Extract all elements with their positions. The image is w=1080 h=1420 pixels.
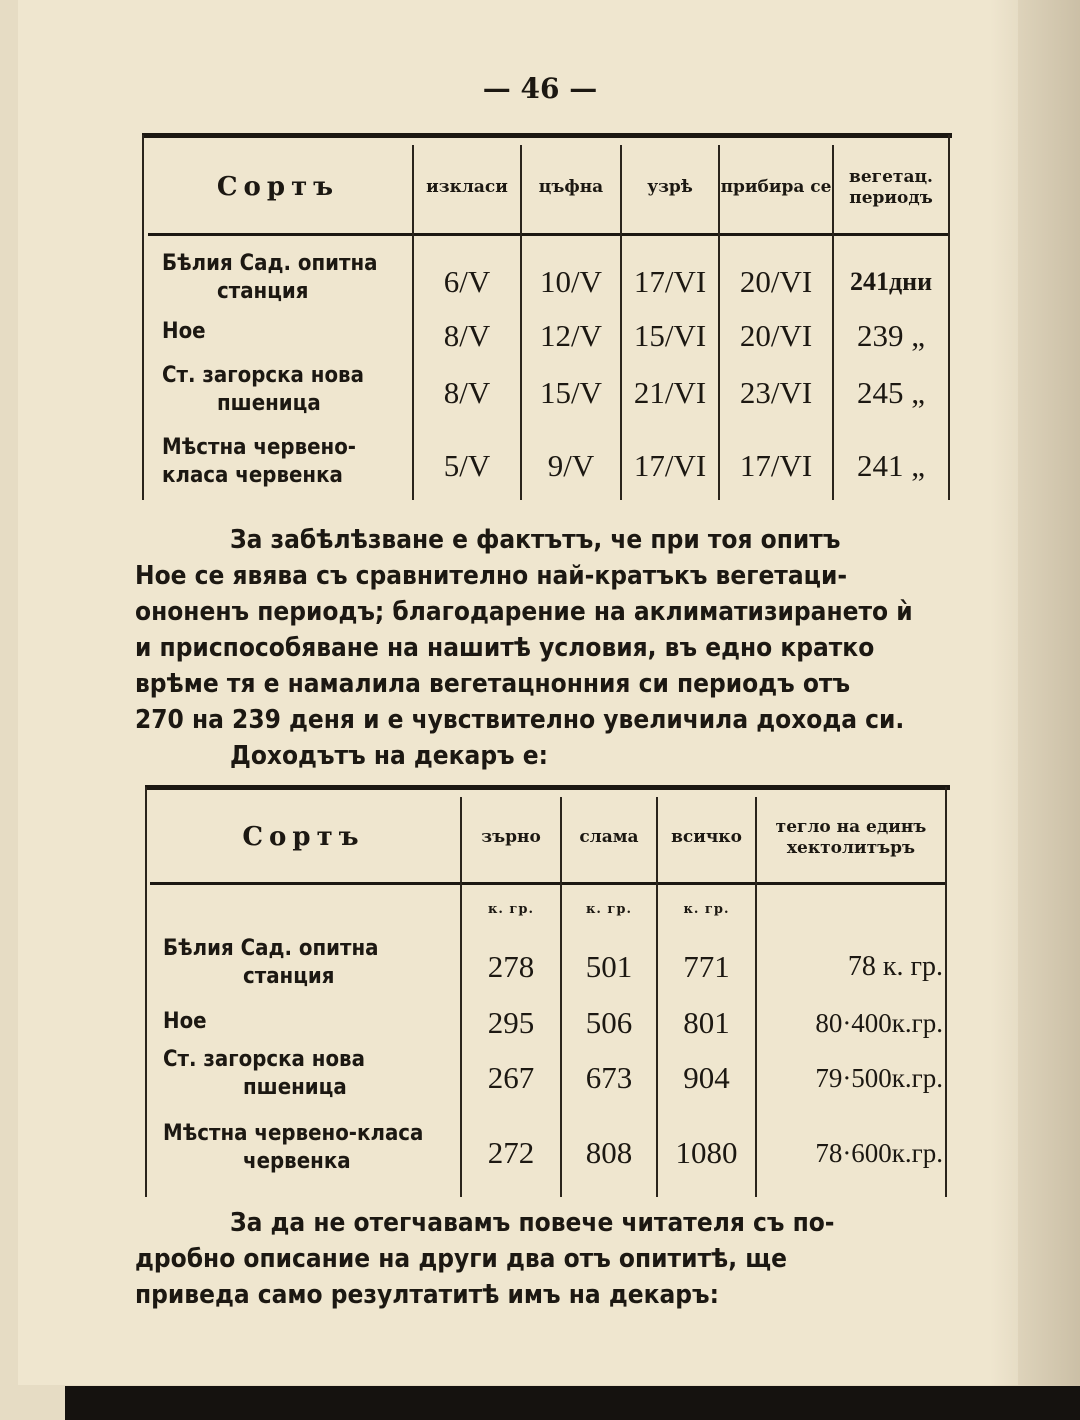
unit-label: к. гр. — [585, 902, 633, 918]
table2-header-rule — [150, 882, 945, 885]
table2-header-grain: зърно — [481, 827, 541, 848]
table1-header-headed: изкласи — [426, 177, 508, 198]
table1-header-sort: Сортъ — [216, 171, 340, 202]
unit-label: к. гр. — [683, 902, 730, 918]
table1-top-rule — [142, 133, 952, 138]
table1-header-rule — [148, 233, 948, 236]
row-name: Бѣлия Сад. опитна станция — [162, 251, 378, 304]
body-paragraph-1: За забѣлѣзване е фактътъ, че при тоя опитъ Ное се явява съ сравнително най-кратъкъ вегетаци- ононенъ периодъ; благодарение на аклиматизирането ѝ и приспособяване на нашитѣ условия, въ едно кратко врѣме тя е намалила вегетацнонния си периодъ отъ 270 на 239 деня и е чувствително увеличила дохода си. Доходътъ на декаръ е: — [135, 525, 913, 771]
table1-header-ripened: узрѣ — [647, 177, 693, 198]
body-paragraph-2: За да не отегчавамъ повече читателя съ по- дробно описание на други два отъ опититѣ, ще приведа само резултатитѣ имъ на декаръ: — [135, 1208, 835, 1310]
row-name: Мѣстна червено-класа червенка — [163, 1121, 424, 1174]
row-name: Ст. загорска нова пшеница — [163, 1047, 365, 1100]
table2-top-rule — [145, 785, 950, 790]
table1-header-bloomed: цъфна — [538, 177, 604, 198]
row-name: Ст. загорска нова пшеница — [162, 363, 364, 416]
scan-edge — [65, 1386, 1080, 1420]
table2-header-sort: Сортъ — [242, 821, 365, 852]
table2-header-total: всичко — [671, 827, 742, 848]
table2-header-hectoliter-weight: тегло на единъ хектолитъръ — [775, 817, 927, 858]
unit-label: к. гр. — [487, 902, 535, 918]
row-name: Бѣлия Сад. опитна станция — [163, 936, 379, 989]
row-name: Ное — [163, 1009, 207, 1034]
row-name: Ное — [162, 319, 206, 344]
page-number: — 46 — — [482, 72, 598, 105]
table2-header-straw: слама — [579, 827, 639, 848]
table1-header-period: вегетац. периодъ — [849, 167, 933, 208]
table1-header-harvested: прибира се — [720, 177, 832, 198]
page-shadow — [990, 0, 1080, 1420]
row-name: Мѣстна червено- класа червенка — [162, 435, 357, 488]
